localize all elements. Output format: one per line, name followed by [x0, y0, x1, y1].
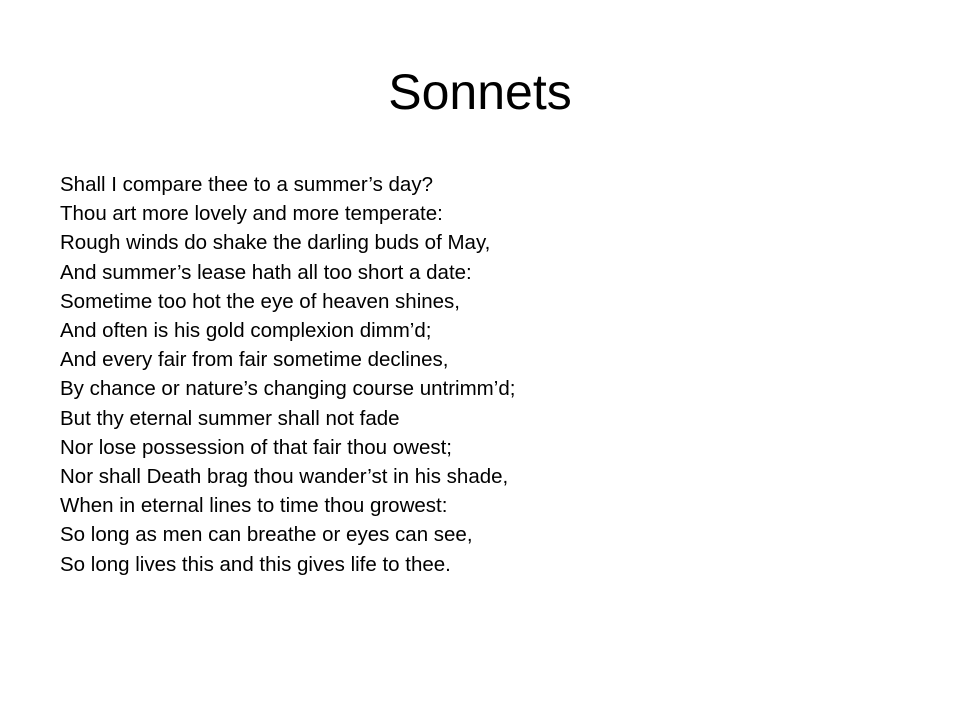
poem-line: Shall I compare thee to a summer’s day? — [60, 173, 433, 196]
poem-line: Nor shall Death brag thou wander’st in his shade, — [60, 465, 509, 489]
poem-line: Thou art more lovely and more temperate: — [60, 202, 443, 226]
poem-line: And every fair from fair sometime declines, — [60, 348, 449, 372]
poem-line: By chance or nature’s changing course untrimm’d; — [60, 377, 516, 401]
poem-line: And summer’s lease hath all too short a date: — [60, 260, 472, 284]
slide-title: Sonnets — [388, 64, 572, 120]
poem-line: But thy eternal summer shall not fade — [60, 406, 400, 430]
poem-line: So long as men can breathe or eyes can see, — [60, 523, 473, 547]
poem-line: Nor lose possession of that fair thou owest; — [60, 435, 452, 459]
sonnet-text — [60, 170, 920, 579]
poem-line: When in eternal lines to time thou growest: — [60, 494, 448, 518]
poem-line: And often is his gold complexion dimm’d; — [60, 319, 432, 343]
poem-line: So long lives this and this gives life to thee. — [60, 552, 451, 576]
poem-line: Rough winds do shake the darling buds of May, — [60, 231, 491, 255]
poem-line: Sometime too hot the eye of heaven shines, — [60, 289, 461, 313]
